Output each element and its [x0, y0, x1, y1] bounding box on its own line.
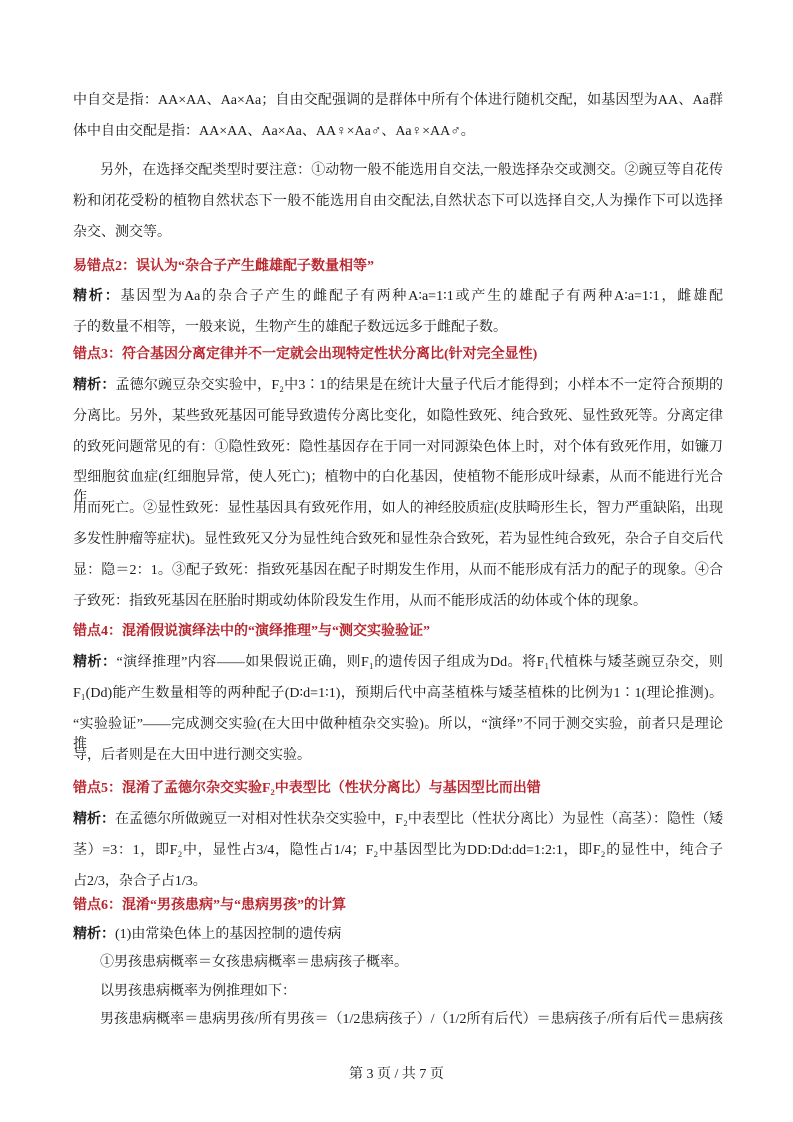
text-line — [73, 653, 723, 673]
text: (1)由常染色体上的基因控制的遗传病 — [115, 927, 342, 942]
text-line: 占2/3，杂合子占1/3。 — [73, 874, 207, 889]
text: 在孟德尔所做豌豆一对相对性状杂交实验中，F₂中表型比（性状分离比）为显性（高茎）：隐性（矮 — [115, 812, 724, 827]
text-line — [73, 376, 723, 396]
text-line: 中自交是指：AA×AA、Aa×Aa；自由交配强调的是群体中所有个体进行随机交配，如基因型为AA、Aa群 — [73, 93, 723, 108]
text-line: 的致死问题常见的有：①隐性致死：隐性基因存在于同一对同源染色体上时，对个体有致死作用，如镰刀 — [73, 440, 723, 455]
page-number-footer: 第 3 页 / 共 7 页 — [349, 1067, 444, 1082]
text-line: F₁(Dd)能产生数量相等的两种配子(D∶d=1∶1)，预期后代中高茎植株与矮茎植株的比例为1∶1(理论推测)。 — [73, 686, 723, 701]
text: “演绎推理”内容——如果假说正确，则F₁的遗传因子组成为Dd。将F₁代植株与矮茎豌豆杂交，则 — [116, 655, 724, 670]
text-line: 男孩患病概率＝患病男孩/所有男孩＝（1/2患病孩子）/（1/2所有后代）＝患病孩子/所有后代＝患病孩 — [100, 1012, 723, 1027]
text-line: “实验验证”——完成测交实验(在大田中做种植杂交实验)。所以，“演绎”不同于测交实验，前者只是理论推 — [73, 717, 723, 752]
text-line — [73, 287, 723, 307]
text-line: 多发性肿瘤等症状)。显性致死又分为显性纯合致死和显性杂合致死，若为显性纯合致死，杂合子自交后代 — [73, 532, 723, 547]
text-line: 体中自由交配是指：AA×AA、Aa×Aa、AA♀×Aa♂、Aa♀×AA♂。 — [73, 124, 475, 139]
section-heading: 错点6：混淆“男孩患病”与“患病男孩”的计算 — [73, 898, 346, 913]
analysis-label: 精析： — [73, 655, 117, 670]
text-line — [73, 925, 723, 945]
section-heading: 错点5：混淆了孟德尔杂交实验F₂中表型比（性状分离比）与基因型比而出错 — [73, 781, 541, 796]
text-line: 以男孩患病概率为例推理如下： — [100, 984, 296, 999]
text-line — [73, 810, 723, 830]
section-heading: 错点4：混淆假说演绎法中的“演绎推理”与“测交实验验证” — [73, 624, 430, 639]
text-line: 子致死：指致死基因在胚胎时期或幼体阶段发生作用，从而不能形成活的幼体或个体的现象。 — [73, 594, 647, 609]
section-heading: 错点3：符合基因分离定律并不一定就会出现特定性状分离比(针对完全显性) — [73, 347, 538, 362]
analysis-label: 精析： — [73, 289, 121, 304]
analysis-label: 精析： — [73, 812, 116, 827]
text-line: 分离比。另外，某些致死基因可能导致遗传分离比变化，如隐性致死、纯合致死、显性致死等。分离定律 — [73, 409, 723, 424]
text: 基因型为Aa的杂合子产生的雌配子有两种A∶a=1∶1或产生的雄配子有两种A∶a=1∶1，雌雄配 — [120, 289, 724, 304]
text: 孟德尔豌豆杂交实验中，F₂中3∶1的结果是在统计大量子代后才能得到；小样本不一定符合预期的 — [115, 378, 723, 393]
text-line: 子的数量不相等，一般来说，生物产生的雄配子数远远多于雌配子数。 — [73, 320, 507, 335]
analysis-label: 精析： — [73, 927, 115, 942]
analysis-label: 精析： — [73, 378, 116, 393]
text-line: ①男孩患病概率＝女孩患病概率＝患病孩子概率。 — [100, 955, 408, 970]
text-line: 茎）=3：1，即F₂中，显性占3/4，隐性占1/4；F₂中基因型比为DD:Dd:dd=1:2:1，即F₂的显性中，纯合子 — [73, 843, 723, 858]
text-line: 用而死亡。②显性致死：显性基因具有致死作用，如人的神经胶质症(皮肤畸形生长，智力严重缺陷，出现 — [73, 501, 723, 516]
section-heading: 易错点2：误认为“杂合子产生雌雄配子数量相等” — [73, 259, 374, 274]
text-line: 型细胞贫血症(红细胞异常，使人死亡)；植物中的白化基因，使植物不能形成叶绿素，从而不能进行光合作 — [73, 470, 723, 505]
text-line: 粉和闭花受粉的植物自然状态下一般不能选用自由交配法,自然状态下可以选择自交,人为操作下可以选择 — [73, 194, 723, 209]
text-line: 另外，在选择交配类型时要注意：①动物一般不能选用自交法,一般选择杂交或测交。②豌豆等自花传 — [100, 163, 723, 178]
text-line: 显：隐＝2：1。③配子致死：指致死基因在配子时期发生作用，从而不能形成有活力的配子的现象。④合 — [73, 563, 723, 578]
text-line: 杂交、测交等。 — [73, 225, 171, 240]
text-line: 导，后者则是在大田中进行测交实验。 — [73, 748, 311, 763]
